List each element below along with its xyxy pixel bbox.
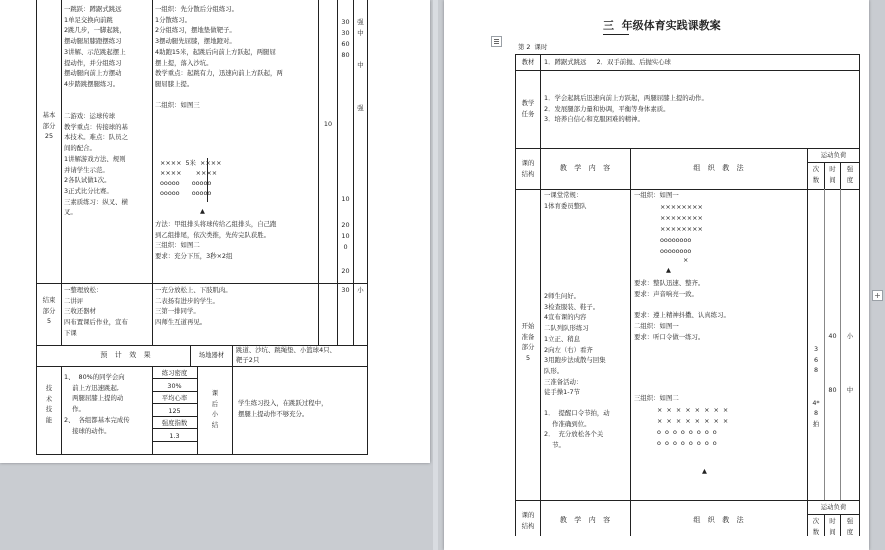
end-organization: 一充分放松上、下肢肌肉。 二表扬有进步的学生。 三第一排同学。 四师生互道再见。 [155, 286, 232, 327]
count-9: 20 [341, 267, 350, 275]
teaching-task: 1．学会起跳后迅速向前上方跃起，两腿屈膝上提的动作。 2．发展腿部力量和协调，平衡等身体素质。 3．培养自信心和克服困难的精神。 [544, 94, 708, 124]
intensity-index-value: 1.3 [169, 432, 180, 440]
formation-marker: ▲ [200, 207, 205, 215]
page-gap-scrollbar[interactable] [433, 0, 438, 550]
intensity-values: 强 中 中 强 [357, 18, 364, 112]
content-header: 教 学 内 容 [559, 164, 612, 172]
formation-line-4: ooooo ooooo [160, 189, 212, 197]
end-count: 30 [341, 286, 350, 294]
formation2-row-1: × × × × × × × × [657, 406, 729, 414]
time-header-2: 时 间 [829, 517, 836, 536]
left-page [0, 0, 430, 463]
teaching-task-label: 教学 任务 [521, 99, 535, 118]
formation2-row-2: × × × × × × × × [657, 417, 729, 425]
formation1-row-2: ×××××××× [660, 214, 703, 222]
start-content-top: 一课堂常规： 1体育委员整队 [544, 191, 587, 210]
formation2-row-3: o o o o o o o o [657, 428, 717, 436]
formation2-teacher: ▲ [702, 467, 707, 475]
right-page [444, 0, 869, 550]
formation2-row-4: o o o o o o o o [657, 439, 717, 447]
teaching-material: 1．蹲踞式跳远 2．双手前抛、后抛实心球 [544, 58, 671, 66]
count-8: 0 [343, 243, 348, 251]
formation1-teacher: ▲ [666, 266, 671, 274]
start-organization-mid: 要求：整队迅速、整齐。 要求：声音响亮一致。 要求：遵上精神抖擞、认真练习。 二组织：如图一 要求：听口令做一练习。 [634, 279, 730, 341]
plus-icon[interactable]: + [872, 290, 883, 301]
count-header: 次 数 [812, 165, 820, 184]
start-organization-bottom: 三组织：如图二 [634, 394, 679, 402]
end-intensity: 小 [357, 286, 364, 294]
page-title: 三 年级体育实践课教案 [603, 19, 721, 32]
tech-items: 1、 80%的同学会向 前上方迅速跳起, 两腿屈膝上提的动 作。 2、 各组都基本完成传 接球的动作。 [64, 373, 130, 435]
heart-rate-value: 125 [168, 407, 181, 415]
organization-header: 组 织 教 法 [693, 164, 745, 172]
reflection-label: 课 后 小 结 [211, 389, 219, 430]
load-header: 运动负荷 [820, 151, 847, 159]
density-value: 30% [167, 382, 182, 390]
lesson-number: 第 2 课时 [518, 43, 548, 51]
intensity-header: 强 度 [846, 165, 854, 184]
load-header-2: 运动负荷 [820, 503, 847, 511]
expected-effect-label: 预 计 效 果 [100, 351, 152, 359]
start-part-label: 开始 准备 部分 5 [521, 322, 535, 363]
end-part-label: 结束 部分 5 [42, 296, 56, 326]
intensity-header-2: 强 度 [846, 517, 854, 536]
intensity-index-label: 强度指数 [161, 419, 188, 427]
start-counts: 3 6 8 4* 8 拍 [812, 345, 820, 428]
start-organization-top: 一组织：如图一 [634, 191, 679, 199]
basic-organization-2: 方法：甲组排头将球传给乙组排头，自己跑 到乙组排尾，依次类推，先传完队获胜。 三组织：如图二 要求：充分下压，3秒×2组 [155, 220, 277, 261]
basic-part-label: 基本 部分 25 [42, 111, 56, 141]
heart-rate-label: 平均心率 [161, 394, 188, 402]
formation1-leader: × [683, 256, 689, 264]
count-6: 20 [341, 221, 350, 229]
formation-line-2: ×××× ×××× [160, 169, 218, 177]
end-content: 一整理放松： 二讲评 三收还器材 四布置课后作业，宣布 下课 [64, 286, 128, 337]
start-times: 40 80 [828, 332, 837, 394]
start-content-bottom: 1． 提醒口令节拍，动 作准确到位。 2． 充分放松各个关 节。 [544, 409, 610, 450]
equipment-label: 场地器材 [198, 351, 225, 359]
formation-line-1: ×××× 5米 ×××× [160, 159, 222, 167]
equipment-text: 跳道、沙坑、跳绳垫、小篮球4只、 靶子2只 [236, 346, 336, 364]
reflection-text: 学生练习投入，在跳跃过程中， 摆腿上提动作不够充分。 [238, 399, 328, 418]
count-5: 10 [341, 195, 350, 203]
menu-icon-glyph [492, 37, 501, 46]
count-1: 30 [341, 18, 350, 26]
time-value: 10 [323, 120, 333, 128]
structure-header: 课的 结构 [521, 159, 535, 178]
structure-header-2: 课的 结构 [521, 511, 535, 530]
time-header: 时 间 [829, 165, 836, 184]
start-content-mid: 2师生问好。 3检查服装、鞋子。 4宣布课的内容 二队列队形练习 1立正、稍息 2向左（右）看齐 3用跑步法成散与回集 队形。 三准备活动： 徒手操1-7节 [544, 292, 606, 397]
count-7: 10 [341, 232, 350, 240]
teaching-material-label: 教材 [521, 58, 535, 66]
basic-organization: 一组织：先分散后分组练习。 1分散练习。 2分组练习，摆地垫做靶子。 3摆动腿先屈膝，摆地蹬对。 4助跑15米，起跳后向前上方跃起，两腿屈 摆上提，落入沙坑。 教学重点：起跳有力，迅速向前上方跃起，两 腿屈膝上提。 二组织：如图三 [155, 5, 283, 110]
density-label: 练习密度 [161, 369, 188, 377]
formation1-row-3: ×××××××× [660, 225, 703, 233]
formation1-row-4: oooooooo [660, 236, 692, 244]
count-3: 60 [341, 40, 350, 48]
organization-header-2: 组 织 教 法 [693, 516, 745, 524]
formation-line-3: ooooo ooooo [160, 179, 212, 187]
formation1-row-1: ×××××××× [660, 203, 703, 211]
content-header-2: 教 学 内 容 [559, 516, 612, 524]
formation1-row-5: oooooooo [660, 247, 692, 255]
count-header-2: 次 数 [812, 517, 820, 536]
start-intensity: 小 中 [846, 332, 854, 394]
count-4: 80 [341, 51, 350, 59]
tech-label: 技 术 技 能 [45, 384, 53, 425]
count-2: 30 [341, 29, 350, 37]
basic-content: 一跳跃：蹲踞式跳远 1单足交换向前跳 2跳几步，一脚起跳， 摆动腿屈膝蹬摆练习 3讲解、示范跳起摆上 提动作，并分组练习 摆动腿向前上方摆动 4步踏跳摆腿练习。 二游戏：运球传球 教学重点：传接球的基 本技术。难点：队员之 间的配合。 1讲解游戏方法、规则 并请学生示范。 2各队试做1次。 3正式比分比赛。 三素质练习：纵叉、横 叉。 [64, 5, 128, 217]
menu-icon[interactable] [491, 36, 502, 47]
